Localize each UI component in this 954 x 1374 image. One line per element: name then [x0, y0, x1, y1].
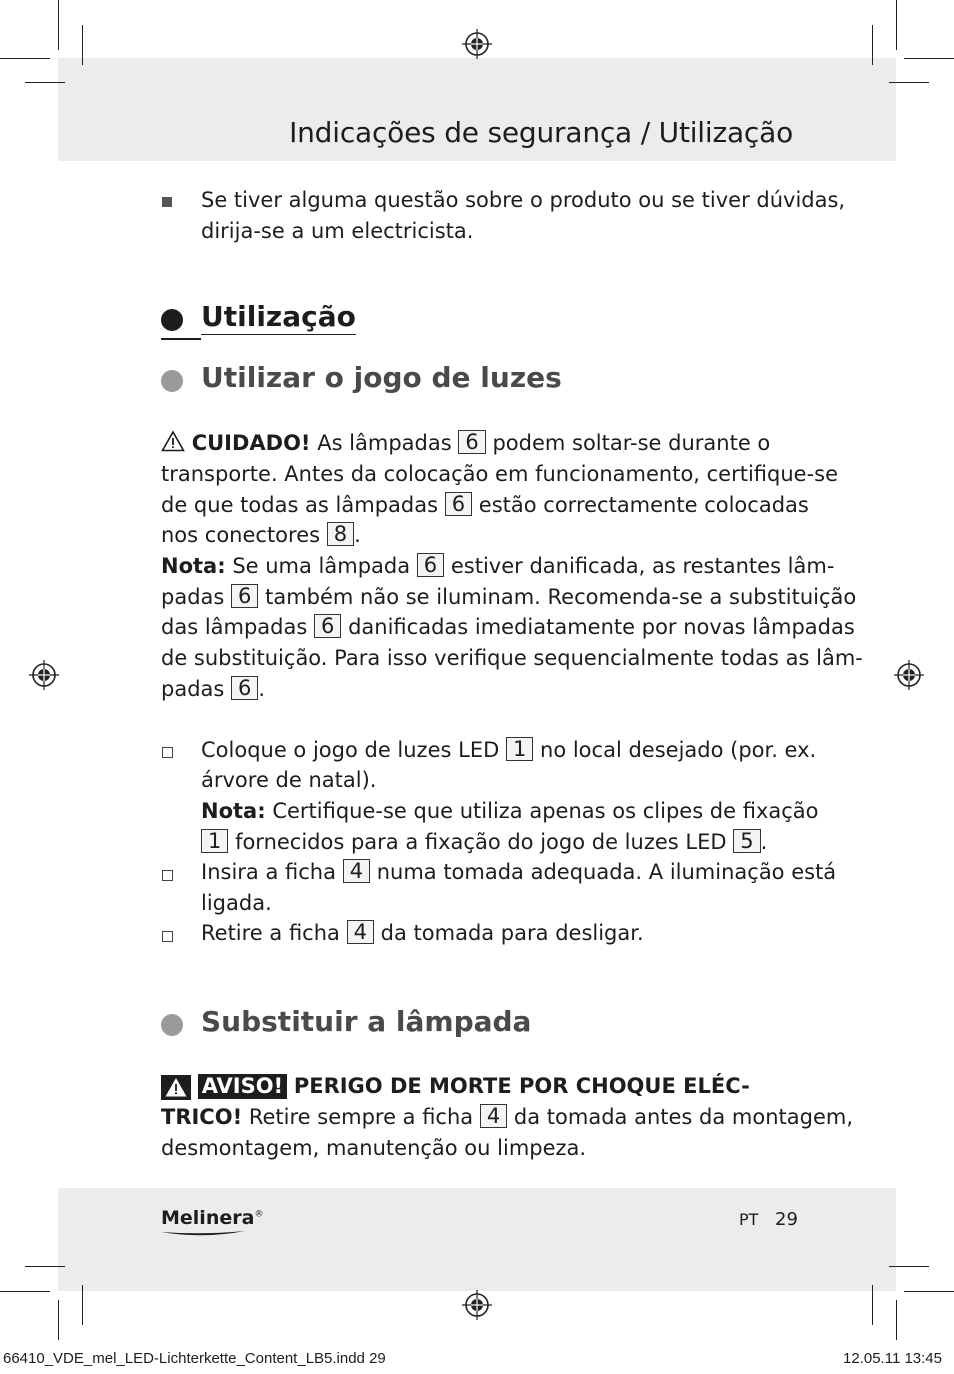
part-ref: 6 — [231, 676, 258, 700]
crop-mark — [0, 58, 50, 59]
note-text: padas — [161, 585, 225, 609]
section-dot — [161, 309, 183, 331]
note-label: Nota: — [161, 554, 226, 578]
registration-mark-icon — [29, 660, 59, 690]
crop-mark — [0, 1291, 50, 1292]
caution-text: . — [354, 523, 361, 547]
part-ref: 6 — [417, 553, 444, 577]
step-note-line — [201, 796, 819, 827]
warning-line — [161, 1102, 853, 1133]
note-text: . — [258, 677, 266, 701]
caution-text: nos conectores — [161, 523, 321, 547]
intro-text-line: dirija-se a um electricista. — [201, 219, 474, 243]
part-ref: 4 — [343, 859, 370, 883]
crop-mark — [904, 58, 954, 59]
caution-line — [161, 490, 809, 521]
step-line: ligada. — [201, 891, 272, 915]
step-text: Certifique-se que utiliza apenas os clipes de fixação — [272, 799, 819, 823]
caution-label: CUIDADO! — [191, 431, 311, 455]
part-ref: 1 — [201, 829, 228, 853]
warning-text: Retire sempre a ficha — [248, 1105, 474, 1129]
registration-mark-icon — [462, 29, 492, 59]
step-text: fornecidos para a fixação do jogo de luzes LED — [235, 830, 727, 854]
section-dot — [161, 370, 183, 392]
warning-heading: PERIGO DE MORTE POR CHOQUE ELÉC- — [293, 1074, 750, 1098]
crop-mark — [889, 1266, 929, 1267]
step-text: Coloque o jogo de luzes LED — [201, 738, 500, 762]
crop-mark — [82, 25, 83, 65]
crop-mark — [25, 82, 65, 83]
caution-text: As lâmpadas — [317, 431, 452, 455]
caution-text: de que todas as lâmpadas — [161, 493, 439, 517]
crop-mark — [889, 82, 929, 83]
caution-text: podem soltar-se durante o — [492, 431, 771, 455]
brand-logo — [161, 1207, 263, 1229]
part-ref: 4 — [347, 920, 374, 944]
warning-triangle-icon — [161, 1075, 191, 1100]
caution-line — [161, 520, 361, 551]
crop-mark — [82, 1285, 83, 1325]
checkbox-square-icon — [162, 747, 173, 758]
note-line — [161, 551, 834, 582]
warning-triangle-icon — [161, 430, 185, 452]
footer-band — [58, 1188, 896, 1291]
warning-line: desmontagem, manutenção ou limpeza. — [161, 1136, 587, 1160]
warning-badge: AVISO! — [198, 1074, 287, 1099]
warning-line — [161, 1071, 750, 1102]
step-text: Insira a ficha — [201, 860, 336, 884]
warning-heading: TRICO! — [161, 1105, 243, 1129]
note-line — [161, 582, 856, 613]
step-note-line — [201, 827, 767, 858]
step-line — [201, 918, 644, 949]
intro-text-line: Se tiver alguma questão sobre o produto ou se tiver dúvidas, — [201, 188, 846, 212]
crop-mark — [904, 1291, 954, 1292]
part-ref: 6 — [458, 430, 485, 454]
slug-file: 66410_VDE_mel_LED-Lichterkette_Content_LB5.indd 29 — [3, 1350, 386, 1367]
step-text: Retire a ficha — [201, 921, 340, 945]
part-ref: 1 — [506, 737, 533, 761]
crop-mark — [58, 0, 59, 50]
step-text: . — [760, 830, 768, 854]
step-line: árvore de natal). — [201, 768, 377, 792]
brand-name: Melinera — [161, 1207, 255, 1229]
step-line — [201, 735, 816, 766]
note-text: das lâmpadas — [161, 615, 308, 639]
part-ref: 5 — [733, 829, 760, 853]
part-ref: 6 — [231, 584, 258, 608]
part-ref: 8 — [327, 522, 354, 546]
brand-mark: ® — [254, 1209, 264, 1220]
registration-mark-icon — [462, 1290, 492, 1320]
note-line — [161, 612, 855, 643]
crop-mark — [872, 25, 873, 65]
crop-mark — [58, 1300, 59, 1340]
part-ref: 6 — [314, 614, 341, 638]
language-code: PT — [739, 1210, 759, 1229]
section-dot — [161, 1014, 183, 1036]
slug-datetime: 12.05.11 13:45 — [843, 1350, 942, 1367]
bullet-square-icon — [162, 197, 172, 207]
step-text: no local desejado (por. ex. — [540, 738, 817, 762]
step-text: numa tomada adequada. A iluminação está — [376, 860, 837, 884]
section-heading-utilizacao: Utilização — [201, 300, 356, 333]
section-heading-substituir: Substituir a lâmpada — [201, 1005, 532, 1038]
brand-swoosh-icon — [161, 1230, 245, 1238]
caution-text: estão correctamente colocadas — [478, 493, 809, 517]
caution-line: transporte. Antes da colocação em funcionamento, certifique-se — [161, 462, 839, 486]
note-line — [161, 674, 265, 705]
note-text: Se uma lâmpada — [232, 554, 411, 578]
crop-mark — [896, 0, 897, 50]
note-text: padas — [161, 677, 225, 701]
part-ref: 6 — [445, 492, 472, 516]
note-line: de substituição. Para isso verifique sequencialmente todas as lâm- — [161, 646, 863, 670]
checkbox-square-icon — [162, 931, 173, 942]
crop-mark — [872, 1285, 873, 1325]
note-text: também não se iluminam. Recomenda-se a substituição — [265, 585, 857, 609]
note-text: danificadas imediatamente por novas lâmpadas — [348, 615, 855, 639]
checkbox-square-icon — [162, 870, 173, 881]
note-text: estiver danificada, as restantes lâm- — [450, 554, 835, 578]
page-number: 29 — [775, 1209, 798, 1230]
heading-underline — [161, 338, 201, 340]
step-line — [201, 857, 836, 888]
note-label: Nota: — [201, 799, 266, 823]
crop-mark — [896, 1300, 897, 1340]
part-ref: 4 — [480, 1104, 507, 1128]
step-text: da tomada para desligar. — [380, 921, 644, 945]
registration-mark-icon — [894, 660, 924, 690]
page-title: Indicações de segurança / Utilização — [289, 116, 793, 149]
caution-line — [161, 428, 770, 459]
warning-text: da tomada antes da montagem, — [513, 1105, 853, 1129]
crop-mark — [25, 1266, 65, 1267]
section-heading-jogo: Utilizar o jogo de luzes — [201, 361, 562, 394]
